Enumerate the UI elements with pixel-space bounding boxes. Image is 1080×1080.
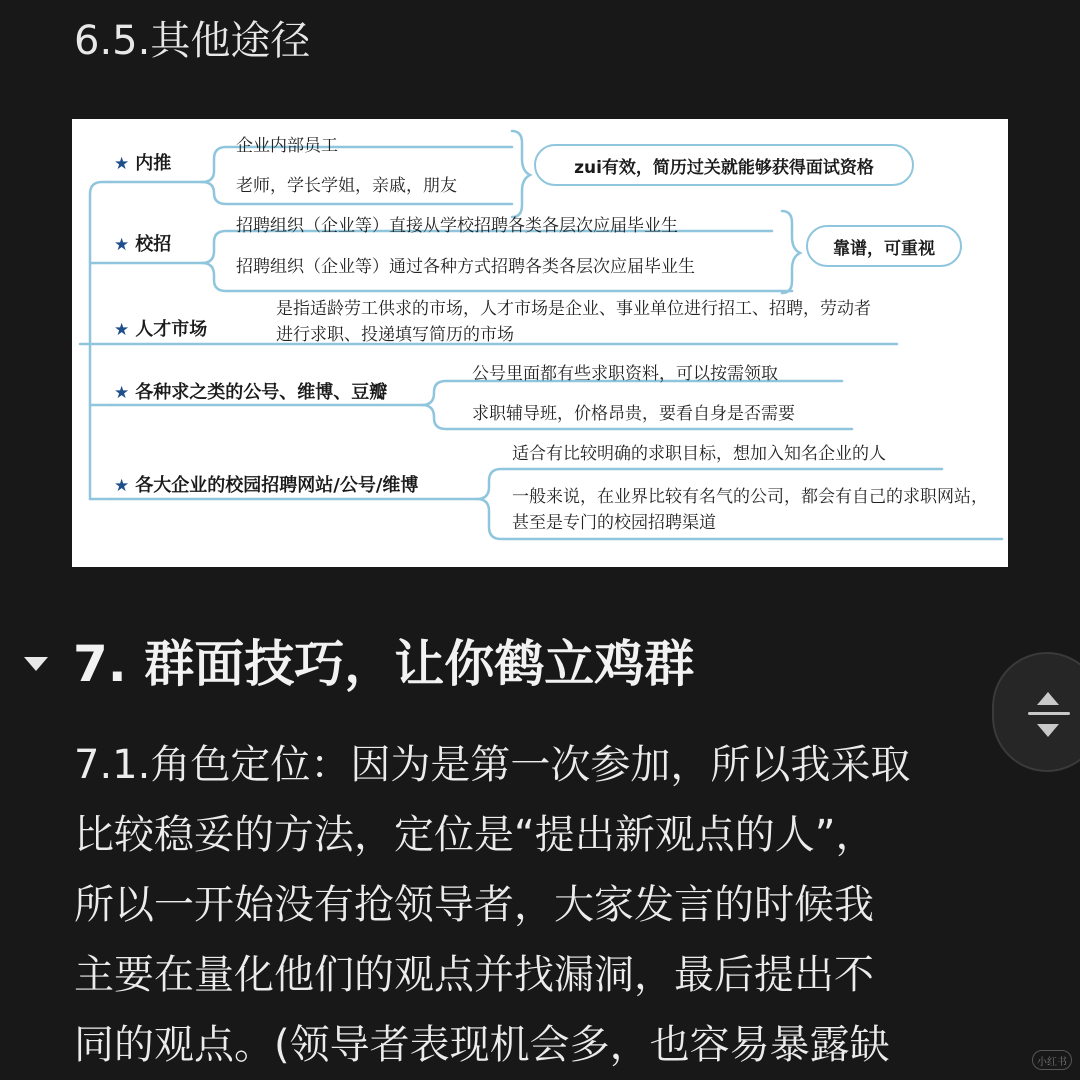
divider-icon [1028,712,1070,715]
arrow-down-icon [1037,724,1059,737]
paragraph-line: 所以一开始没有抢领导者，大家发言的时候我 [74,882,874,928]
mindmap-leaf: 老师，学长学姐，亲戚，朋友 [236,176,457,196]
mindmap-leaf: 公号里面都有些求职资料，可以按需领取 [472,364,778,384]
mindmap-branch: ★ 各种求之类的公号、维博、豆瓣 [114,382,388,403]
heading-title: 7. 群面技巧，让你鹤立鸡群 [73,635,695,693]
paragraph-line: 主要在量化他们的观点并找漏洞，最后提出不 [74,952,874,998]
paragraph-line: 同的观点。(领导者表现机会多，也容易暴露缺 [74,1022,890,1068]
mindmap-branch: ★ 校招 [114,234,172,255]
section-subheading: 6.5.其他途径 [74,18,311,64]
paragraph-line: 7.1.角色定位：因为是第一次参加，所以我采取 [74,742,911,788]
mindmap-branch: ★ 各大企业的校园招聘网站/公号/维博 [114,475,419,496]
mindmap-leaf: 一般来说，在业界比较有名气的公司，都会有自己的求职网站，甚至是专门的校园招聘渠道 [512,487,988,533]
mindmap-image [72,119,1008,567]
mindmap-note: 靠谱，可重视 [806,225,962,267]
star-icon: ★ [114,320,130,340]
mindmap-branch: ★ 内推 [114,153,172,174]
star-icon: ★ [114,235,130,255]
mindmap-leaf: 招聘组织（企业等）通过各种方式招聘各类各层次应届毕业生 [236,257,695,277]
star-icon: ★ [114,154,130,174]
mindmap-leaf: 企业内部员工 [236,136,338,156]
watermark: 小红书 [1032,1050,1072,1070]
mindmap-leaf: 求职辅导班，价格昂贵，要看自身是否需要 [472,404,795,424]
collapsible-heading[interactable] [24,628,694,700]
star-icon: ★ [114,476,130,496]
mindmap-branch: ★ 人才市场 [114,319,208,340]
star-icon: ★ [114,383,130,403]
paragraph-line: 比较稳妥的方法，定位是“提出新观点的人”， [74,812,876,858]
paragraph [74,730,1004,1080]
arrow-up-icon [1037,692,1059,705]
scroll-control-button[interactable] [992,652,1080,772]
mindmap-leaf: 适合有比较明确的求职目标，想加入知名企业的人 [512,444,886,464]
mindmap-note: zui有效，简历过关就能够获得面试资格 [534,144,914,186]
mindmap-leaf: 招聘组织（企业等）直接从学校招聘各类各层次应届毕业生 [236,216,678,236]
caret-down-icon[interactable] [24,657,48,671]
mindmap-leaf: 是指适龄劳工供求的市场，人才市场是企业、事业单位进行招工、招聘，劳动者进行求职、投递填写简历的市场 [276,299,871,345]
